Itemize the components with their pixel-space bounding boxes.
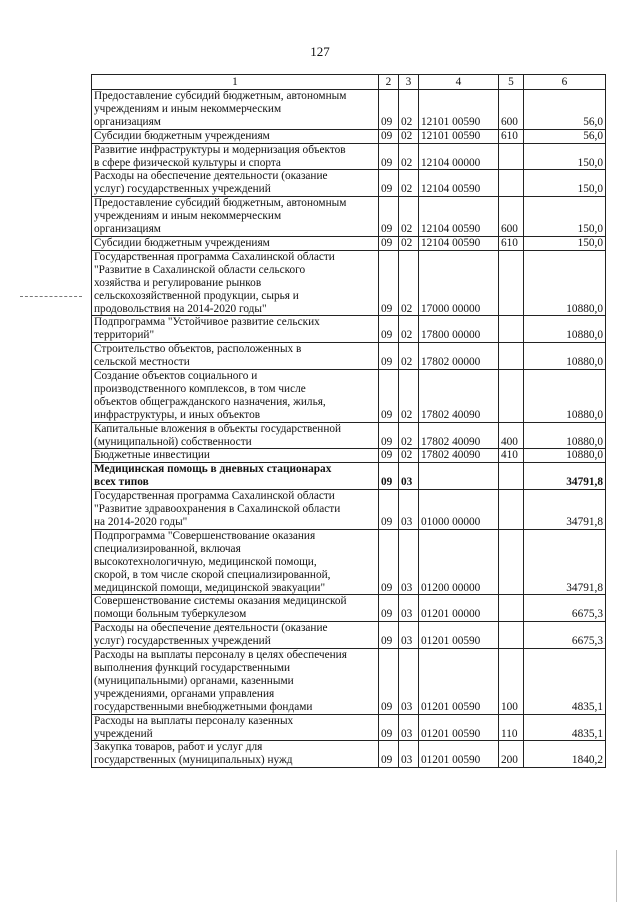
cell-name: Закупка товаров, работ и услуг для государственных (муниципальных) нужд	[92, 741, 379, 768]
cell-expense-type: 600	[499, 90, 524, 130]
cell-target-article: 17802 40090	[419, 370, 499, 423]
cell-sum: 10880,0	[524, 250, 606, 316]
cell-target-article: 01200 00000	[419, 529, 499, 595]
cell-expense-type	[499, 490, 524, 530]
cell-expense-type	[499, 316, 524, 343]
cell-name: Субсидии бюджетным учреждениям	[92, 129, 379, 143]
cell-section: 09	[379, 370, 399, 423]
cell-target-article: 01201 00590	[419, 622, 499, 649]
cell-expense-type: 100	[499, 649, 524, 715]
table-row	[92, 422, 606, 449]
cell-name: Подпрограмма "Совершенствование оказания специализированной, включая высокотехнологичную, медицинской помощи, скорой, в том числе скорой специализированной, медицинской помощи, медицинской эвакуации"	[92, 529, 379, 595]
cell-subsection: 03	[399, 463, 419, 490]
cell-target-article: 01201 00590	[419, 714, 499, 741]
cell-name: Государственная программа Сахалинской области "Развитие здравоохранения в Сахалинской области на 2014-2020 годы"	[92, 490, 379, 530]
cell-subsection: 02	[399, 316, 419, 343]
table-row	[92, 622, 606, 649]
cell-target-article: 12104 00590	[419, 197, 499, 237]
table-row	[92, 236, 606, 250]
table-row	[92, 90, 606, 130]
cell-sum: 150,0	[524, 170, 606, 197]
cell-target-article: 01201 00000	[419, 595, 499, 622]
cell-sum: 4835,1	[524, 649, 606, 715]
cell-subsection: 02	[399, 449, 419, 463]
cell-expense-type	[499, 250, 524, 316]
header-cell-expense-type: 5	[499, 75, 524, 90]
cell-sum: 4835,1	[524, 714, 606, 741]
cell-subsection: 02	[399, 143, 419, 170]
cell-subsection: 03	[399, 741, 419, 768]
cell-sum: 10880,0	[524, 343, 606, 370]
cell-subsection: 02	[399, 236, 419, 250]
cell-section: 09	[379, 197, 399, 237]
cell-subsection: 02	[399, 422, 419, 449]
cell-subsection: 02	[399, 129, 419, 143]
cell-section: 09	[379, 463, 399, 490]
table-row	[92, 343, 606, 370]
cell-target-article: 01000 00000	[419, 490, 499, 530]
cell-sum: 34791,8	[524, 463, 606, 490]
cell-name: Подпрограмма "Устойчивое развитие сельских территорий"	[92, 316, 379, 343]
cell-subsection: 03	[399, 649, 419, 715]
table-row	[92, 714, 606, 741]
cell-name: Развитие инфраструктуры и модернизация объектов в сфере физической культуры и спорта	[92, 143, 379, 170]
cell-expense-type: 400	[499, 422, 524, 449]
cell-name: Государственная программа Сахалинской области "Развитие в Сахалинской области сельского хозяйства и регулирование рынков сельскохозяйственной продукции, сырья и продовольствия на 2014-2020 годы"	[92, 250, 379, 316]
table-row	[92, 316, 606, 343]
cell-subsection: 02	[399, 343, 419, 370]
margin-mark	[20, 296, 82, 297]
cell-expense-type: 610	[499, 129, 524, 143]
cell-sum: 10880,0	[524, 316, 606, 343]
cell-target-article: 17800 00000	[419, 316, 499, 343]
page-number: 127	[310, 44, 330, 59]
cell-section: 09	[379, 449, 399, 463]
cell-sum: 10880,0	[524, 370, 606, 423]
cell-sum: 150,0	[524, 143, 606, 170]
table-row	[92, 250, 606, 316]
cell-target-article: 17802 40090	[419, 422, 499, 449]
cell-subsection: 02	[399, 197, 419, 237]
cell-section: 09	[379, 595, 399, 622]
cell-expense-type: 410	[499, 449, 524, 463]
cell-sum: 150,0	[524, 197, 606, 237]
cell-expense-type	[499, 529, 524, 595]
cell-expense-type	[499, 595, 524, 622]
cell-section: 09	[379, 143, 399, 170]
cell-expense-type: 610	[499, 236, 524, 250]
cell-expense-type	[499, 370, 524, 423]
cell-subsection: 03	[399, 529, 419, 595]
cell-subsection: 03	[399, 595, 419, 622]
cell-subsection: 02	[399, 170, 419, 197]
table-row	[92, 649, 606, 715]
cell-section: 09	[379, 129, 399, 143]
header-cell-target-article: 4	[419, 75, 499, 90]
cell-target-article: 12104 00590	[419, 170, 499, 197]
cell-section: 09	[379, 622, 399, 649]
cell-subsection: 02	[399, 90, 419, 130]
cell-expense-type	[499, 463, 524, 490]
table-row	[92, 595, 606, 622]
cell-section: 09	[379, 529, 399, 595]
cell-sum: 6675,3	[524, 622, 606, 649]
cell-subsection: 03	[399, 622, 419, 649]
header-cell-sum: 6	[524, 75, 606, 90]
cell-expense-type: 200	[499, 741, 524, 768]
table-row	[92, 449, 606, 463]
table-row	[92, 170, 606, 197]
cell-target-article: 12104 00000	[419, 143, 499, 170]
cell-target-article: 01201 00590	[419, 649, 499, 715]
cell-name: Медицинская помощь в дневных стационарах всех типов	[92, 463, 379, 490]
cell-name: Предоставление субсидий бюджетным, автономным учреждениям и иным некоммерческим организациям	[92, 90, 379, 130]
cell-name: Бюджетные инвестиции	[92, 449, 379, 463]
cell-name: Расходы на выплаты персоналу казенных учреждений	[92, 714, 379, 741]
header-cell-name: 1	[92, 75, 379, 90]
cell-section: 09	[379, 649, 399, 715]
cell-section: 09	[379, 90, 399, 130]
cell-section: 09	[379, 741, 399, 768]
header-cell-section: 2	[379, 75, 399, 90]
table-row	[92, 129, 606, 143]
cell-expense-type	[499, 143, 524, 170]
cell-name: Расходы на выплаты персоналу в целях обеспечения выполнения функций государственными (муниципальными) органами, казенными учреждениями, органами управления государственными внебюджетными фондами	[92, 649, 379, 715]
cell-expense-type: 110	[499, 714, 524, 741]
header-cell-subsection: 3	[399, 75, 419, 90]
cell-expense-type	[499, 343, 524, 370]
cell-section: 09	[379, 170, 399, 197]
cell-target-article: 17802 40090	[419, 449, 499, 463]
cell-target-article	[419, 463, 499, 490]
cell-target-article: 12101 00590	[419, 129, 499, 143]
table-row	[92, 143, 606, 170]
cell-section: 09	[379, 422, 399, 449]
cell-sum: 10880,0	[524, 449, 606, 463]
cell-name: Создание объектов социального и производственного комплексов, в том числе объектов общегражданского назначения, жилья, инфраструктуры, и иных объектов	[92, 370, 379, 423]
cell-subsection: 02	[399, 250, 419, 316]
cell-name: Капитальные вложения в объекты государственной (муниципальной) собственности	[92, 422, 379, 449]
cell-name: Расходы на обеспечение деятельности (оказание услуг) государственных учреждений	[92, 170, 379, 197]
table-row	[92, 463, 606, 490]
cell-sum: 34791,8	[524, 490, 606, 530]
cell-section: 09	[379, 714, 399, 741]
cell-target-article: 12104 00590	[419, 236, 499, 250]
cell-name: Совершенствование системы оказания медицинской помощи больным туберкулезом	[92, 595, 379, 622]
cell-target-article: 17000 00000	[419, 250, 499, 316]
table-row	[92, 197, 606, 237]
budget-table	[91, 74, 606, 768]
table-row	[92, 741, 606, 768]
table-row	[92, 490, 606, 530]
cell-target-article: 12101 00590	[419, 90, 499, 130]
cell-section: 09	[379, 250, 399, 316]
cell-sum: 56,0	[524, 129, 606, 143]
cell-subsection: 02	[399, 370, 419, 423]
cell-sum: 150,0	[524, 236, 606, 250]
cell-name: Расходы на обеспечение деятельности (оказание услуг) государственных учреждений	[92, 622, 379, 649]
cell-section: 09	[379, 343, 399, 370]
cell-sum: 1840,2	[524, 741, 606, 768]
cell-sum: 56,0	[524, 90, 606, 130]
cell-section: 09	[379, 316, 399, 343]
table-row	[92, 529, 606, 595]
page-edge-mark	[616, 850, 617, 902]
cell-sum: 10880,0	[524, 422, 606, 449]
cell-target-article: 01201 00590	[419, 741, 499, 768]
cell-section: 09	[379, 490, 399, 530]
cell-name: Предоставление субсидий бюджетным, автономным учреждениям и иным некоммерческим организациям	[92, 197, 379, 237]
cell-subsection: 03	[399, 490, 419, 530]
cell-target-article: 17802 00000	[419, 343, 499, 370]
cell-name: Субсидии бюджетным учреждениям	[92, 236, 379, 250]
cell-section: 09	[379, 236, 399, 250]
header-row	[92, 75, 606, 90]
cell-expense-type	[499, 622, 524, 649]
cell-sum: 6675,3	[524, 595, 606, 622]
cell-expense-type: 600	[499, 197, 524, 237]
cell-sum: 34791,8	[524, 529, 606, 595]
cell-subsection: 03	[399, 714, 419, 741]
cell-name: Строительство объектов, расположенных в сельской местности	[92, 343, 379, 370]
table-row	[92, 370, 606, 423]
cell-expense-type	[499, 170, 524, 197]
